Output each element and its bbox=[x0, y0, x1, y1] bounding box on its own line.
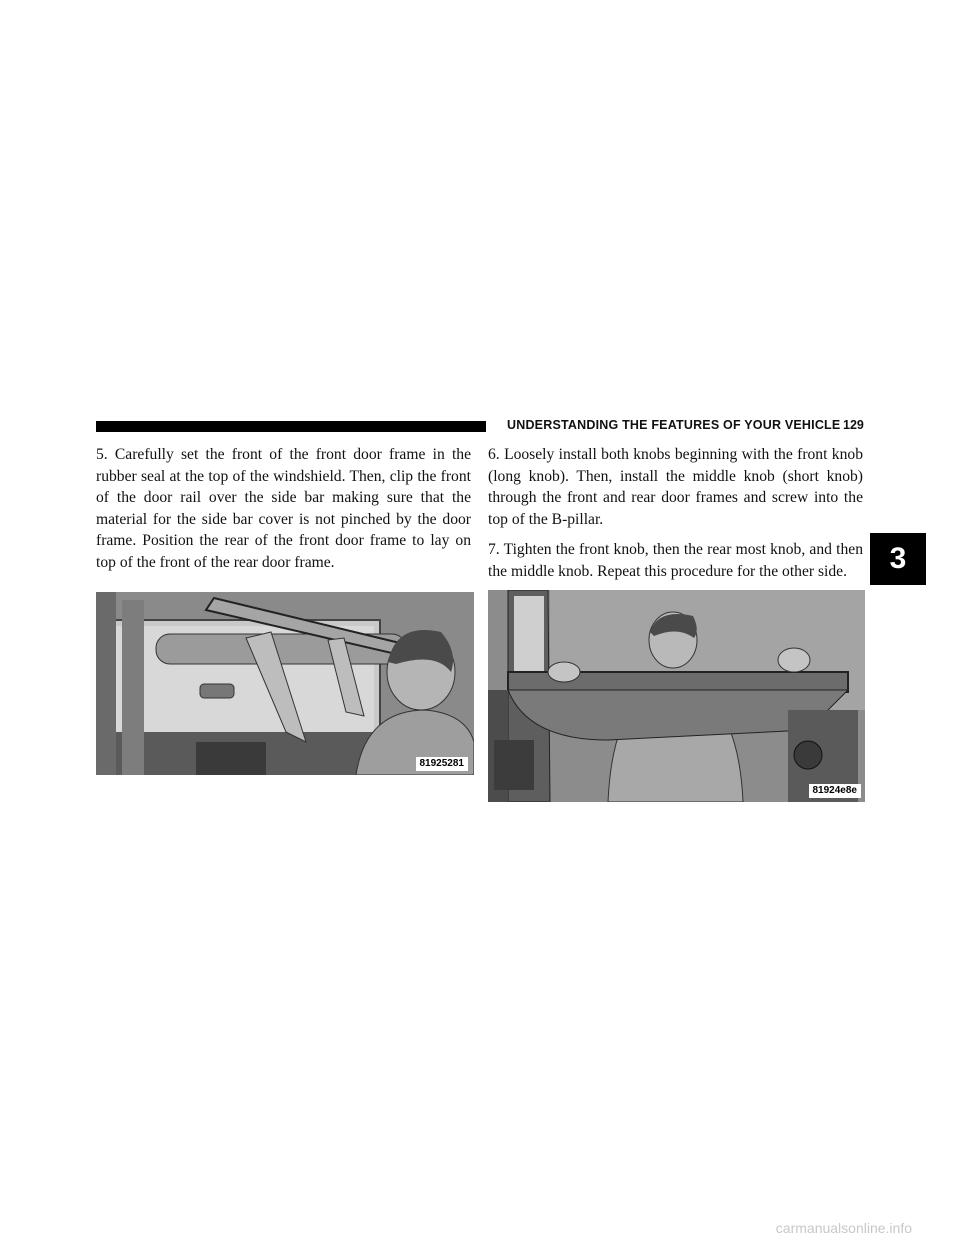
left-column bbox=[96, 444, 471, 583]
knob-install-illustration bbox=[488, 590, 865, 802]
figure-id-label: 81924e8e bbox=[809, 784, 862, 798]
step-6-paragraph: 6. Loosely install both knobs beginning with the front knob (long knob). Then, install the middle knob (short knob) through the front and rear door frames and screw into the top of the B-pillar. bbox=[488, 446, 863, 528]
page-number: 129 bbox=[843, 418, 864, 432]
watermark: carmanualsonline.info bbox=[775, 1220, 912, 1236]
front-door-frame-illustration bbox=[96, 592, 474, 775]
figure-id-label: 81925281 bbox=[416, 757, 469, 771]
running-header-title: UNDERSTANDING THE FEATURES OF YOUR VEHICLE bbox=[507, 418, 841, 432]
chapter-tab: 3 bbox=[870, 533, 926, 585]
figure-knob-install bbox=[488, 590, 865, 802]
figure-front-door-frame bbox=[96, 592, 474, 775]
step-7-paragraph: 7. Tighten the front knob, then the rear most knob, and then the middle knob. Repeat this procedure for the other side. bbox=[488, 541, 863, 580]
right-column bbox=[488, 444, 863, 592]
header-rule bbox=[96, 421, 486, 432]
step-5-paragraph: 5. Carefully set the front of the front door frame in the rubber seal at the top of the windshield. Then, clip the front of the door rail over the side bar making sure that the material for the side bar cover is not pinched by the door frame. Position the rear of the front door frame to lay on top of the front of the rear door frame. bbox=[96, 446, 471, 571]
